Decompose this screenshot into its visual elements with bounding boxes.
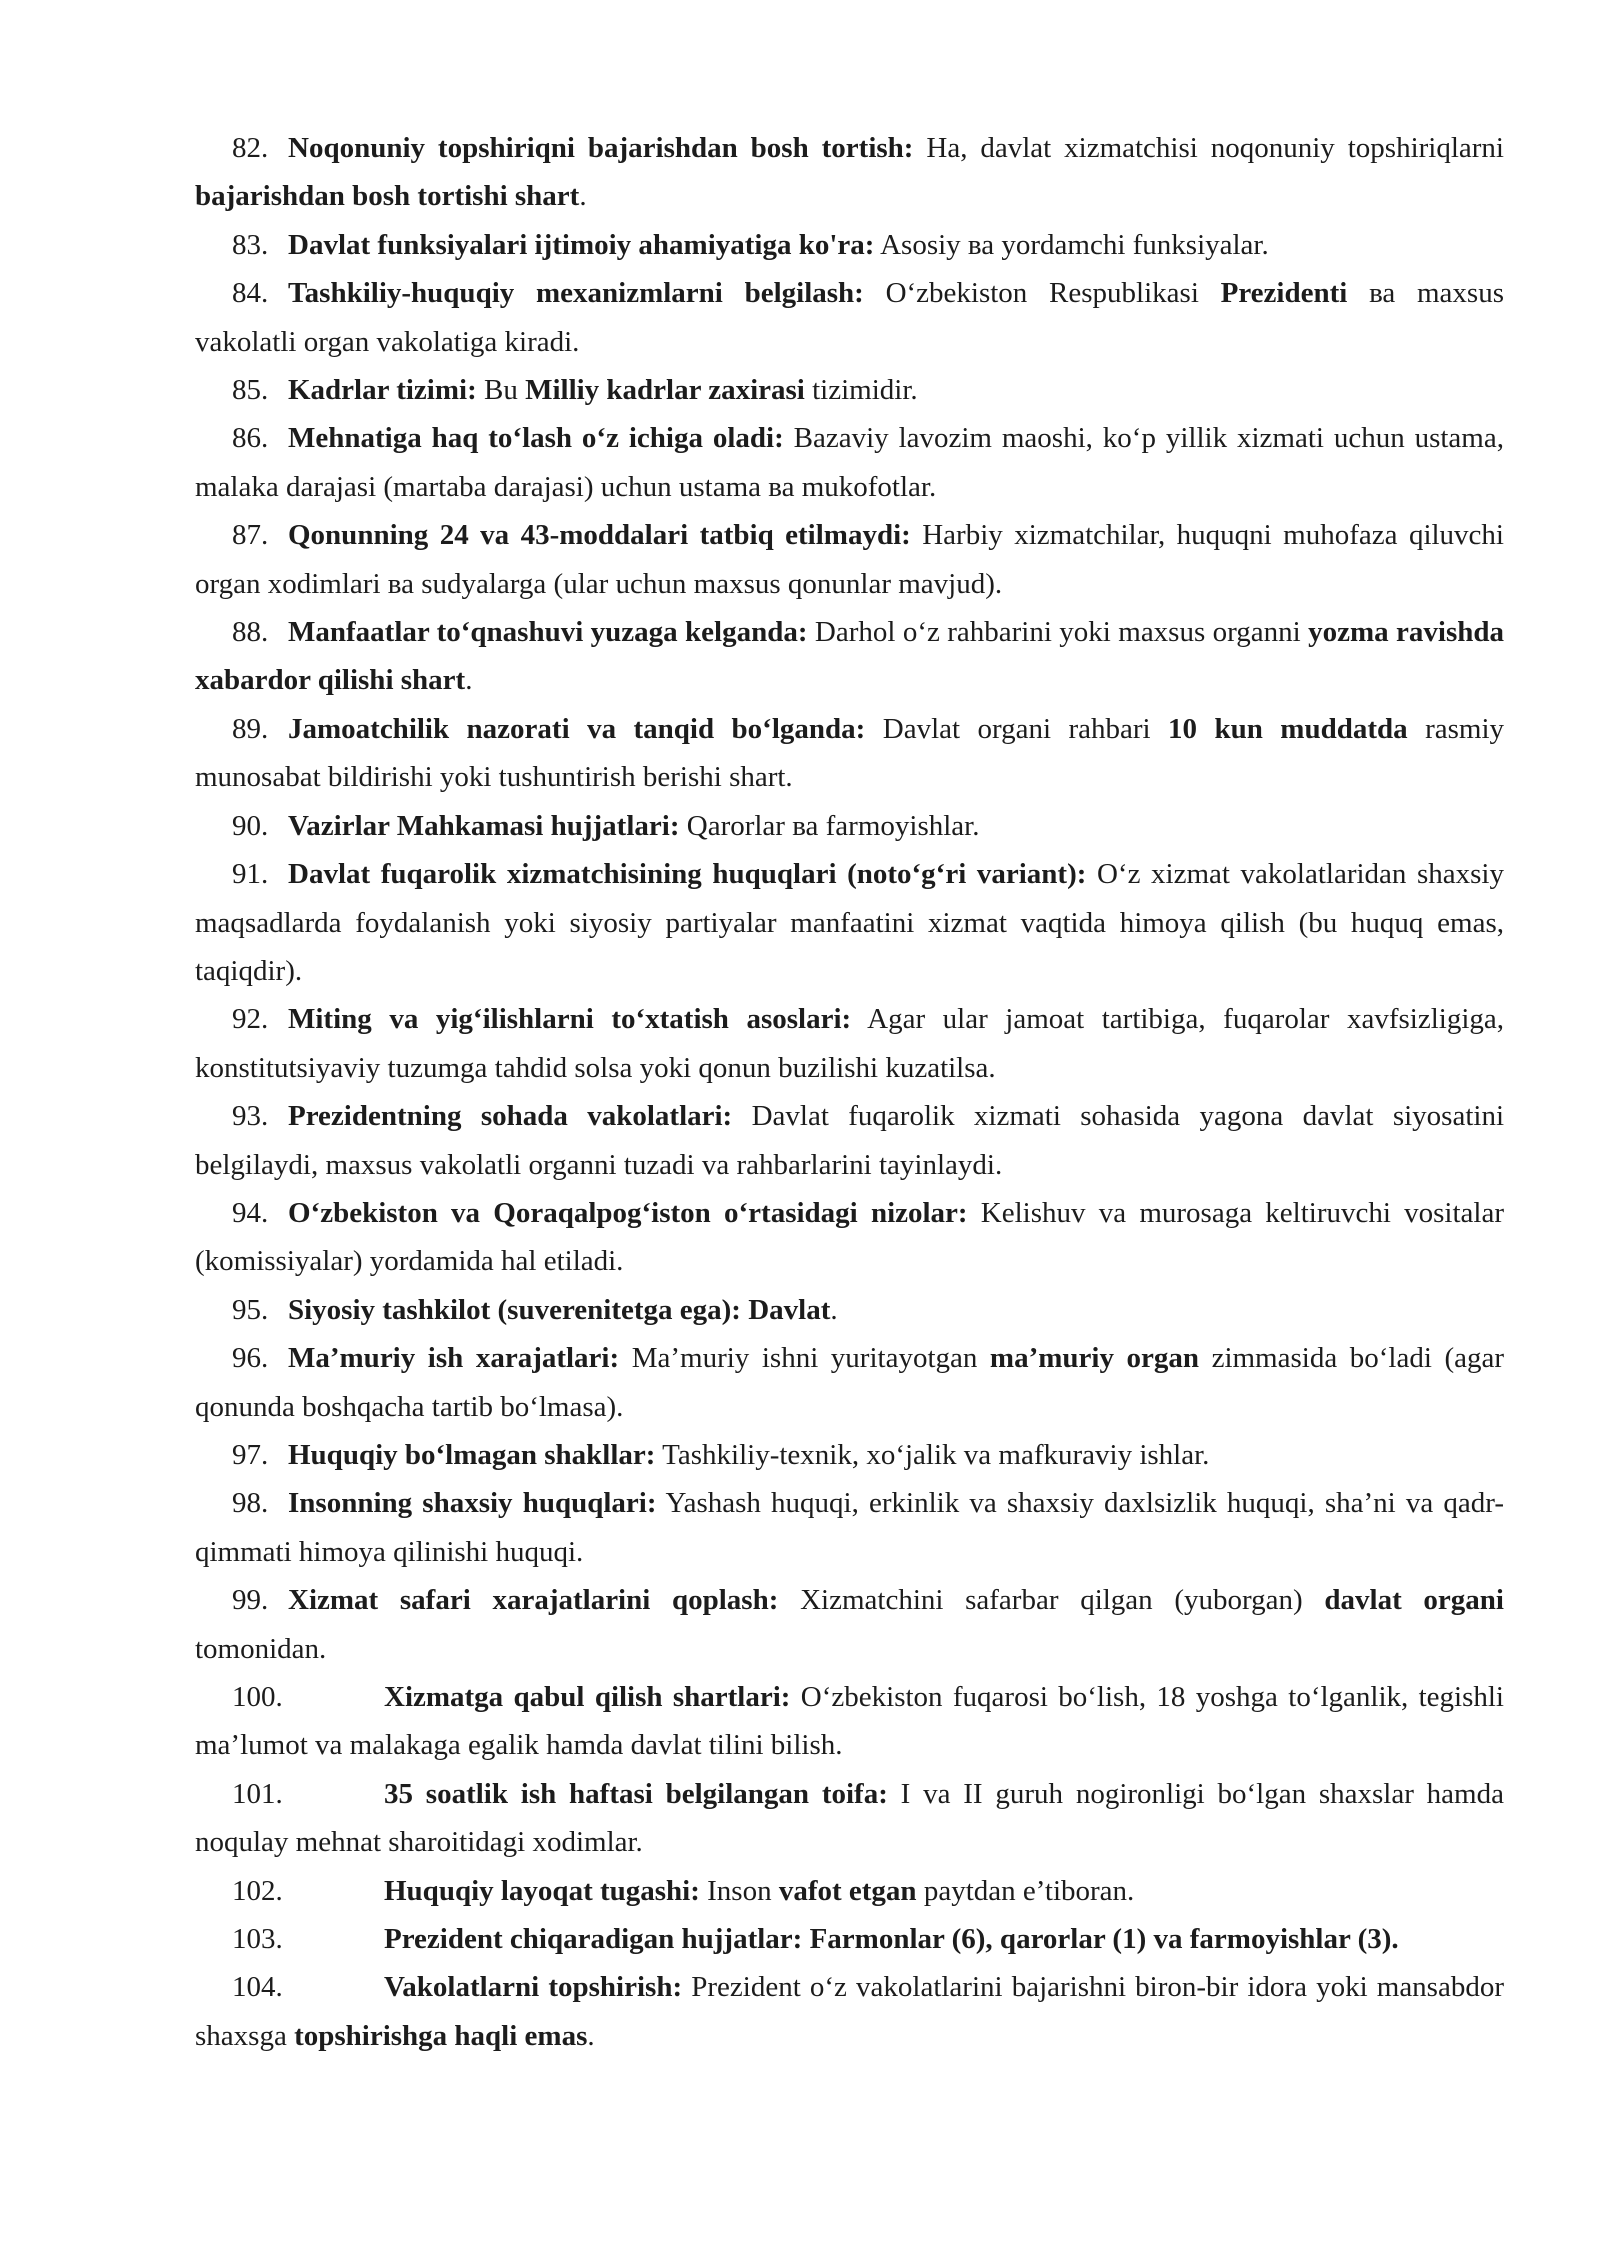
item-number: 85. bbox=[232, 374, 269, 407]
body-text: Davlat fuqarolik xizmati sohasida yagona davlat siyosatini belgilaydi, maxsus vakolatli organni tuzadi va rahbarlarini tayinlaydi. bbox=[195, 1100, 1505, 1181]
item-number: 86. bbox=[232, 422, 269, 455]
bold-text: vafot etgan bbox=[778, 1874, 917, 1907]
bold-text: Manfaatlar to‘qnashuvi yuzaga kelganda: bbox=[288, 616, 808, 649]
item-number: 95. bbox=[232, 1293, 269, 1326]
item-number: 91. bbox=[232, 858, 269, 891]
bold-text: Qonunning 24 va 43-moddalari tatbiq etilmaydi: bbox=[288, 519, 911, 552]
item-number: 97. bbox=[232, 1438, 269, 1471]
body-text: I va II guruh nogironligi bo‘lgan shaxslar hamda noqulay mehnat sharoitidagi xodimlar. bbox=[195, 1777, 1504, 1859]
body-text: . bbox=[465, 664, 473, 697]
list-item bbox=[195, 705, 1504, 802]
body-text: O‘z xizmat vakolatlaridan shaxsiy maqsadlarda foydalanish yoki siyosiy partiyalar manfaatini xizmat vaqtida himoya qilish (bu huquq emas, taqiqdir). bbox=[195, 858, 1504, 987]
item-number: 104. bbox=[232, 1971, 283, 2004]
body-text: O‘zbekiston fuqarosi bo‘lish, 18 yoshga to‘lganlik, tegishli ma’lumot va malakaga egalik hamda davlat tilini bilish. bbox=[195, 1681, 1504, 1762]
list-item bbox=[195, 1286, 1504, 1334]
item-number: 102. bbox=[232, 1874, 283, 1907]
list-item bbox=[195, 1334, 1504, 1431]
bold-text: Prezidentning sohada vakolatlari: bbox=[288, 1100, 733, 1133]
item-number: 98. bbox=[232, 1487, 269, 1520]
item-number: 99. bbox=[232, 1584, 269, 1617]
bold-text: 10 kun muddatda bbox=[1168, 712, 1408, 745]
list-item bbox=[195, 1189, 1504, 1286]
list-item bbox=[195, 269, 1504, 366]
bold-text: Jamoatchilik nazorati va tanqid bo‘lganda: bbox=[288, 712, 866, 745]
bold-text: Vakolatlarni topshirish: bbox=[384, 1971, 683, 2004]
list-item bbox=[195, 414, 1504, 511]
body-text: Prezident o‘z vakolatlarini bajarishni biron-bir idora yoki mansabdor shaxsga bbox=[195, 1971, 1505, 2052]
body-text: Qarorlar ва farmoyishlar. bbox=[679, 809, 980, 842]
list-item bbox=[195, 608, 1504, 705]
bold-text: Miting va yig‘ilishlarni to‘xtatish asoslari: bbox=[288, 1003, 852, 1036]
bold-text: topshirishga haqli emas bbox=[294, 2019, 588, 2052]
item-number: 88. bbox=[232, 616, 269, 649]
bold-text: davlat organi bbox=[1324, 1584, 1504, 1617]
body-text: . bbox=[830, 1293, 838, 1326]
bold-text: yozma ravishda xabardor qilishi shart bbox=[195, 616, 1504, 697]
list-item bbox=[195, 802, 1504, 850]
item-number: 96. bbox=[232, 1342, 269, 1375]
list-item bbox=[195, 366, 1504, 414]
list-item bbox=[195, 1576, 1504, 1673]
list-item bbox=[195, 1770, 1504, 1867]
body-text: tomonidan. bbox=[195, 1632, 327, 1665]
item-number: 87. bbox=[232, 519, 269, 552]
bold-text: Mehnatiga haq to‘lash o‘z ichiga oladi: bbox=[288, 422, 784, 455]
list-item bbox=[195, 221, 1504, 269]
bold-text: bajarishdan bosh tortishi shart bbox=[195, 180, 580, 213]
list-item bbox=[195, 995, 1504, 1092]
bold-text: Huquqiy layoqat tugashi: bbox=[384, 1874, 700, 1907]
item-number: 100. bbox=[232, 1681, 283, 1713]
body-text: Ma’muriy ishni yuritayotgan bbox=[619, 1342, 990, 1375]
bold-text: Vazirlar Mahkamasi hujjatlari: bbox=[288, 809, 680, 842]
list-item bbox=[195, 511, 1504, 608]
item-number: 101. bbox=[232, 1777, 283, 1810]
bold-text: O‘zbekiston va Qoraqalpog‘iston o‘rtasidagi nizolar: bbox=[288, 1196, 968, 1229]
item-number: 93. bbox=[232, 1100, 269, 1133]
body-text: Bazaviy lavozim maoshi, ko‘p yillik xizmati uchun ustama, malaka darajasi (martaba darajasi) uchun ustama ва mukofotlar. bbox=[195, 422, 1504, 503]
body-text: zimmasida bo‘ladi (agar qonunda boshqacha tartib bo‘lmasa). bbox=[195, 1342, 1504, 1423]
list-item bbox=[195, 1479, 1504, 1576]
list-item bbox=[195, 1092, 1504, 1189]
item-number: 92. bbox=[232, 1003, 269, 1036]
body-text: paytdan e’tiboran. bbox=[916, 1874, 1135, 1907]
bold-text: Noqonuniy topshiriqni bajarishdan bosh tortish: bbox=[288, 132, 914, 164]
list-item bbox=[195, 1673, 1504, 1770]
bold-text: 35 soatlik ish haftasi belgilangan toifa: bbox=[384, 1777, 888, 1810]
list-item bbox=[195, 1915, 1504, 1963]
body-text: rasmiy munosabat bildirishi yoki tushuntirish berishi shart. bbox=[195, 712, 1505, 794]
body-text: Agar ular jamoat tartibiga, fuqarolar xavfsizligiga, konstitutsiyaviy tuzumga tahdid solsa yoki qonun buzilishi kuzatilsa. bbox=[195, 1003, 1505, 1084]
item-number: 90. bbox=[232, 809, 269, 842]
bold-text: Farmonlar (6), qarorlar (1) va farmoyishlar (3). bbox=[809, 1923, 1399, 1956]
body-text: Inson bbox=[699, 1874, 779, 1907]
list-item bbox=[195, 1867, 1504, 1915]
bold-text: Prezident chiqaradigan hujjatlar: bbox=[384, 1923, 803, 1956]
body-text: ва maxsus vakolatli organ vakolatiga kiradi. bbox=[195, 277, 1504, 358]
bold-text: Davlat funksiyalari ijtimoiy ahamiyatiga ko'ra: bbox=[288, 228, 875, 261]
bold-text: Ma’muriy ish xarajatlari: bbox=[288, 1342, 620, 1375]
bold-text: ma’muriy organ bbox=[989, 1342, 1200, 1375]
bold-text: Siyosiy tashkilot (suverenitetga ega): bbox=[288, 1293, 741, 1326]
body-text: tizimidir. bbox=[804, 374, 918, 407]
bold-text: Prezidenti bbox=[1220, 277, 1348, 310]
body-text: Kelishuv va murosaga keltiruvchi vositalar (komissiyalar) yordamida hal etiladi. bbox=[195, 1196, 1504, 1278]
body-text: . bbox=[587, 2019, 595, 2052]
bold-text: Tashkiliy-huquqiy mexanizmlarni belgilash: bbox=[288, 277, 864, 310]
bold-text: Xizmat safari xarajatlarini qoplash: bbox=[288, 1584, 779, 1617]
body-text: Asosiy ва yordamchi funksiyalar. bbox=[874, 228, 1269, 261]
body-text: Harbiy xizmatchilar, huquqni muhofaza qiluvchi organ xodimlari ва sudyalarga (ular uchun maxsus qonunlar mavjud). bbox=[195, 519, 1504, 600]
body-text: Bu bbox=[476, 374, 526, 407]
bold-text: Davlat fuqarolik xizmatchisining huquqlari (noto‘g‘ri variant): bbox=[288, 858, 1087, 891]
list-item bbox=[195, 1963, 1504, 2060]
bold-text: Insonning shaxsiy huquqlari: bbox=[288, 1487, 657, 1520]
item-number: 84. bbox=[232, 277, 269, 310]
body-text: Ha, davlat xizmatchisi noqonuniy topshiriqlarni bbox=[913, 132, 1504, 164]
bold-text: Xizmatga qabul qilish shartlari: bbox=[384, 1681, 791, 1713]
body-text: Yashash huquqi, erkinlik va shaxsiy daxlsizlik huquqi, sha’ni va qadr-qimmati himoya qilinishi huquqi. bbox=[195, 1487, 1504, 1568]
item-number: 103. bbox=[232, 1923, 283, 1956]
list-item bbox=[195, 124, 1504, 221]
item-number: 89. bbox=[232, 712, 269, 745]
bold-text: Huquqiy bo‘lmagan shakllar: bbox=[288, 1438, 656, 1471]
bold-text: Kadrlar tizimi: bbox=[288, 374, 477, 407]
body-text: Xizmatchini safarbar qilgan (yuborgan) bbox=[778, 1584, 1325, 1617]
item-number: 82. bbox=[232, 132, 269, 164]
body-text bbox=[802, 1923, 809, 1955]
body-text: O‘zbekiston Respublikasi bbox=[863, 277, 1221, 310]
bold-text: Davlat bbox=[748, 1293, 831, 1326]
list-item bbox=[195, 1431, 1504, 1479]
list-item bbox=[195, 850, 1504, 995]
item-number: 83. bbox=[232, 228, 269, 261]
body-text: . bbox=[579, 180, 587, 213]
bold-text: Milliy kadrlar zaxirasi bbox=[525, 374, 805, 407]
item-number: 94. bbox=[232, 1196, 269, 1229]
body-text: Davlat organi rahbari bbox=[865, 712, 1169, 745]
body-text: Tashkiliy-texnik, xo‘jalik va mafkuraviy ishlar. bbox=[655, 1438, 1210, 1471]
body-text: Darhol o‘z rahbarini yoki maxsus organni bbox=[807, 616, 1309, 649]
